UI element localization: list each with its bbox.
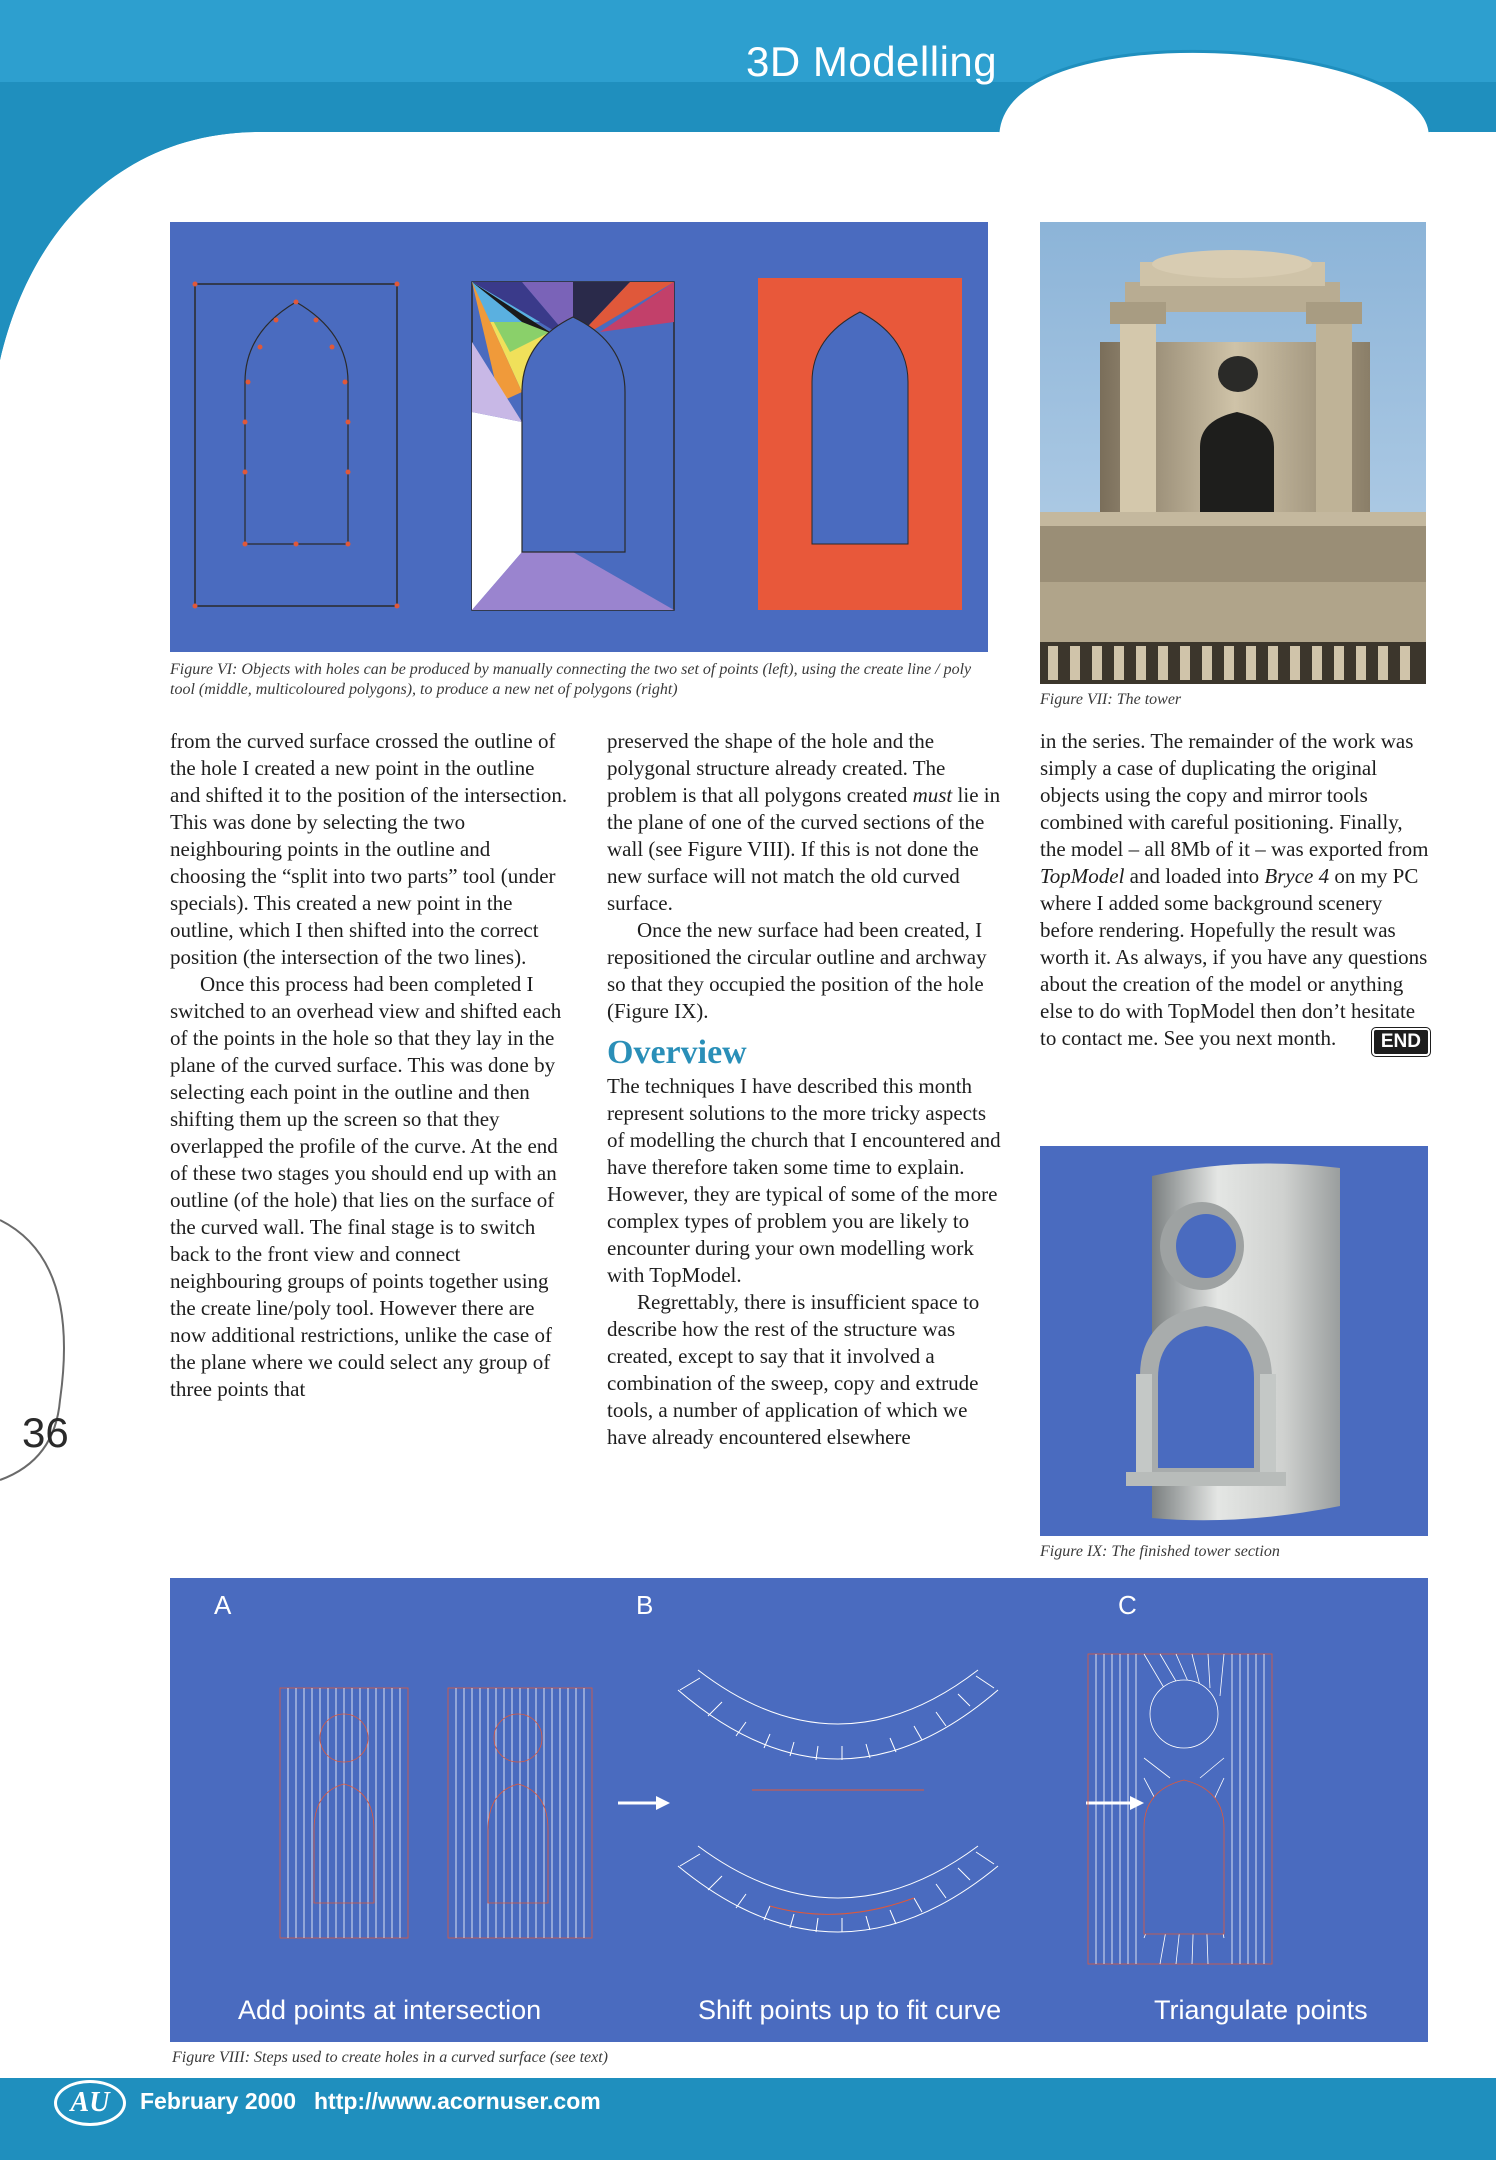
figure-ix-caption: Figure IX: The finished tower section xyxy=(1040,1543,1280,1560)
panel-b-curve-1 xyxy=(678,1670,998,1790)
figure-vii-caption: Figure VII: The tower xyxy=(1040,691,1182,708)
acorn-user-logo: AU xyxy=(54,2080,126,2126)
panel-c-label: Triangulate points xyxy=(1154,1995,1368,2025)
col3-p1-emphasis-1: TopModel xyxy=(1040,864,1125,888)
article-column-2 xyxy=(607,728,1007,1451)
figure-vii xyxy=(1040,222,1426,684)
section-title: 3D Modelling xyxy=(746,38,998,85)
col2-paragraph-2: Once the new surface had been created, I repositioned the circular outline and archway so that they occupied the position of the hole (Figure IX). xyxy=(607,918,987,1023)
page-number: 36 xyxy=(22,1409,69,1456)
col1-paragraph-2: Once this process had been completed I switched to an overhead view and shifted each of the points in the hole so that they lay in the plane of the curved surface. This was done by selecting each point in the outline and then shifting them up the screen so that they overlapped the profile of the curve. At the end of these two stages you should end up with an outline (of the hole) that lies on the surface of the curved wall. The final stage is to switch back to the front view and connect neighbouring groups of points together using the create line/poly tool. However there are now additional restrictions, unlike the case of the plane where we could select any group of three points that xyxy=(170,972,562,1401)
panel-a-letter: A xyxy=(214,1590,232,1620)
end-badge: END xyxy=(1372,1028,1430,1056)
col2-p1-text-a: preserved the shape of the hole and the polygonal structure already created. The problem is that all polygons created xyxy=(607,729,946,807)
overview-heading: Overview xyxy=(607,1034,747,1071)
panel-a-mesh-1 xyxy=(280,1688,408,1938)
panel-b-curve-2 xyxy=(678,1846,998,1932)
fig6-left-points xyxy=(193,282,400,609)
figure-vi xyxy=(170,222,988,652)
figure-viii xyxy=(170,1578,1428,2042)
panel-c-mesh xyxy=(1088,1654,1272,1964)
col2-p1-emphasis: must xyxy=(912,783,953,807)
col3-p1-text-b: and loaded into xyxy=(1124,864,1265,888)
col3-p1-emphasis-2: Bryce 4 xyxy=(1264,864,1330,888)
website-url: http://www.acornuser.com xyxy=(314,2088,601,2114)
col3-paragraph-1 xyxy=(1040,728,1430,1052)
panel-a-mesh-2 xyxy=(448,1688,592,1938)
panel-a-label: Add points at intersection xyxy=(238,1995,542,2025)
tower-photo xyxy=(1040,222,1426,684)
article-column-1 xyxy=(170,728,570,1403)
fig6-right-polygons xyxy=(758,278,962,610)
article-column-3 xyxy=(1040,728,1430,1056)
arrow-into-c xyxy=(1086,1796,1144,1810)
col3-p1-text-a: in the series. The remainder of the work was simply a case of duplicating the original objects using the copy and mirror tools combined with careful positioning. Finally, the model – all 8Mb of it – was exported from xyxy=(1040,729,1429,861)
figure-viii-caption: Figure VIII: Steps used to create holes in a curved surface (see text) xyxy=(172,2049,608,2066)
figure-ix xyxy=(1040,1146,1428,1536)
fig6-left-outline xyxy=(245,302,348,544)
figure-vi-caption: Figure VI: Objects with holes can be produced by manually connecting the two set of points (left), using the create line / poly tool (middle, multicoloured polygons), to produce a new net of polygons (right) xyxy=(170,661,972,698)
panel-b-letter: B xyxy=(636,1590,654,1620)
fig6-left-frame xyxy=(195,284,397,606)
panel-c-letter: C xyxy=(1118,1590,1137,1620)
col3-p1-text-c: on my PC where I added some background scenery before rendering. Hopefully the result was worth it. As always, if you have any questions about the creation of the model or anything else to do with TopModel then don’t hesitate to contact me. See you next month. xyxy=(1040,864,1428,1050)
finished-tower-render xyxy=(1040,1146,1428,1536)
col2-p1-text-b: lie in the plane of one of the curved sections of the wall (see Figure VIII). If this is not done the new surface will not match the old curved surface. xyxy=(607,783,1001,915)
col2-paragraph-3: The techniques I have described this month represent solutions to the more tricky aspects of modelling the church that I encountered and have therefore taken some time to explain. However, they are typical of some of the more complex types of problem you are likely to encounter during your own modelling work with TopModel. xyxy=(607,1074,1001,1287)
arrow-a-to-b xyxy=(618,1796,670,1810)
col2-paragraph-4: Regrettably, there is insufficient space to describe how the rest of the structure was created, except to say that it involved a combination of the sweep, copy and extrude tools, a number of application of which we have already encountered elsewhere xyxy=(607,1290,980,1449)
panel-b-label: Shift points up to fit curve xyxy=(698,1995,1002,2025)
issue-date: February 2000 xyxy=(140,2088,296,2114)
figure-viii-diagram xyxy=(170,1578,1428,2042)
col2-paragraph-1 xyxy=(607,728,1007,917)
col1-paragraph-1: from the curved surface crossed the outline of the hole I created a new point in the outline and shifted it to the position of the intersection. This was done by selecting the two neighbouring points in the outline and choosing the “split into two parts” tool (under specials). This created a new point in the outline, which I then shifted into the correct position (the intersection of the two lines). xyxy=(170,729,568,969)
figure-vi-illustration xyxy=(170,222,988,652)
fig6-middle-polygons xyxy=(472,282,674,610)
